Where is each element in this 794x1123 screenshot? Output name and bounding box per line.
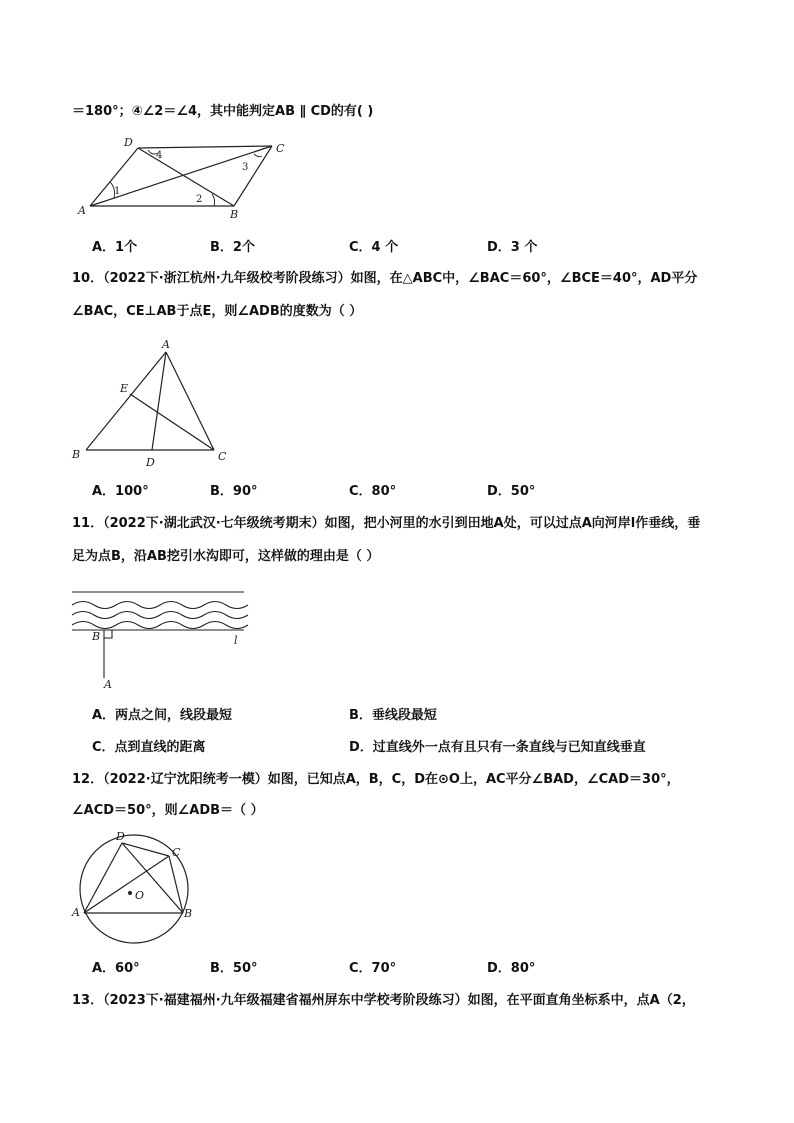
q11-option-d: D．过直线外一点有且只有一条直线与已知直线垂直 xyxy=(349,740,646,755)
q12-label-D: D xyxy=(116,830,125,843)
q12-label-A: A xyxy=(72,906,80,919)
q12-option-d: D．80° xyxy=(487,961,536,976)
q10-option-c: C．80° xyxy=(349,484,397,499)
q11-option-c: C．点到直线的距离 xyxy=(92,740,206,755)
q10-option-d: D．50° xyxy=(487,484,536,499)
q13-stem-line1: 13．（2023下·福建福州·九年级福建省福州屏东中学校考阶段练习）如图，在平面直角坐标系中，点A（2， xyxy=(72,993,695,1008)
q9-angle-1: 1 xyxy=(114,186,121,197)
q11-stem-line1: 11．（2022下·湖北武汉·七年级统考期末）如图，把小河里的水引到田地A处，可以过点A向河岸l作垂线，垂 xyxy=(72,516,701,531)
q12-stem-line2: ∠ACD＝50°，则∠ADB＝（ ） xyxy=(72,803,264,818)
q12-label-C: C xyxy=(172,846,181,859)
q9-label-C: C xyxy=(276,142,285,155)
q11-stem-line2: 足为点B，沿AB挖引水沟即可，这样做的理由是（ ） xyxy=(72,549,380,564)
q12-label-B: B xyxy=(184,907,193,920)
q10-label-B: B xyxy=(72,448,81,461)
q9-stem-tail: ＝180°；④∠2＝∠4，其中能判定AB ∥ CD的有( ) xyxy=(72,104,374,119)
q11-label-A: A xyxy=(104,678,112,691)
q11-label-B: B xyxy=(92,630,101,643)
q10-label-E: E xyxy=(120,382,129,395)
q11-label-l: l xyxy=(234,634,238,647)
q10-option-b: B．90° xyxy=(210,484,258,499)
q9-option-c: C．4 个 xyxy=(349,240,399,255)
q12-option-a: A．60° xyxy=(92,961,140,976)
q10-stem-line2: ∠BAC，CE⊥AB于点E，则∠ADB的度数为（ ） xyxy=(72,304,363,319)
q10-stem-line1: 10．（2022下·浙江杭州·九年级校考阶段练习）如图，在△ABC中，∠BAC＝60°，∠BCE＝40°，AD平分 xyxy=(72,271,698,286)
q11-option-a: A．两点之间，线段最短 xyxy=(92,708,233,723)
q10-label-C: C xyxy=(218,450,227,463)
q10-label-D: D xyxy=(146,456,155,469)
q12-stem-line1: 12．（2022·辽宁沈阳统考一模）如图，已知点A，B，C，D在⊙O上，AC平分∠BAD，∠CAD＝30°， xyxy=(72,772,680,787)
q10-option-a: A．100° xyxy=(92,484,149,499)
q9-label-A: A xyxy=(78,204,86,217)
q9-option-a: A．1个 xyxy=(92,240,138,255)
q12-option-b: B．50° xyxy=(210,961,258,976)
q12-label-O: O xyxy=(135,889,145,902)
q9-angle-3: 3 xyxy=(242,162,249,173)
q12-option-c: C．70° xyxy=(349,961,397,976)
q9-option-d: D．3 个 xyxy=(487,240,538,255)
q9-label-B: B xyxy=(230,208,239,221)
q11-option-b: B．垂线段最短 xyxy=(349,708,437,723)
q9-option-b: B．2个 xyxy=(210,240,255,255)
q10-label-A: A xyxy=(162,338,170,351)
q9-angle-2: 2 xyxy=(196,194,203,205)
q9-angle-4: 4 xyxy=(156,150,163,161)
q9-label-D: D xyxy=(124,136,133,149)
